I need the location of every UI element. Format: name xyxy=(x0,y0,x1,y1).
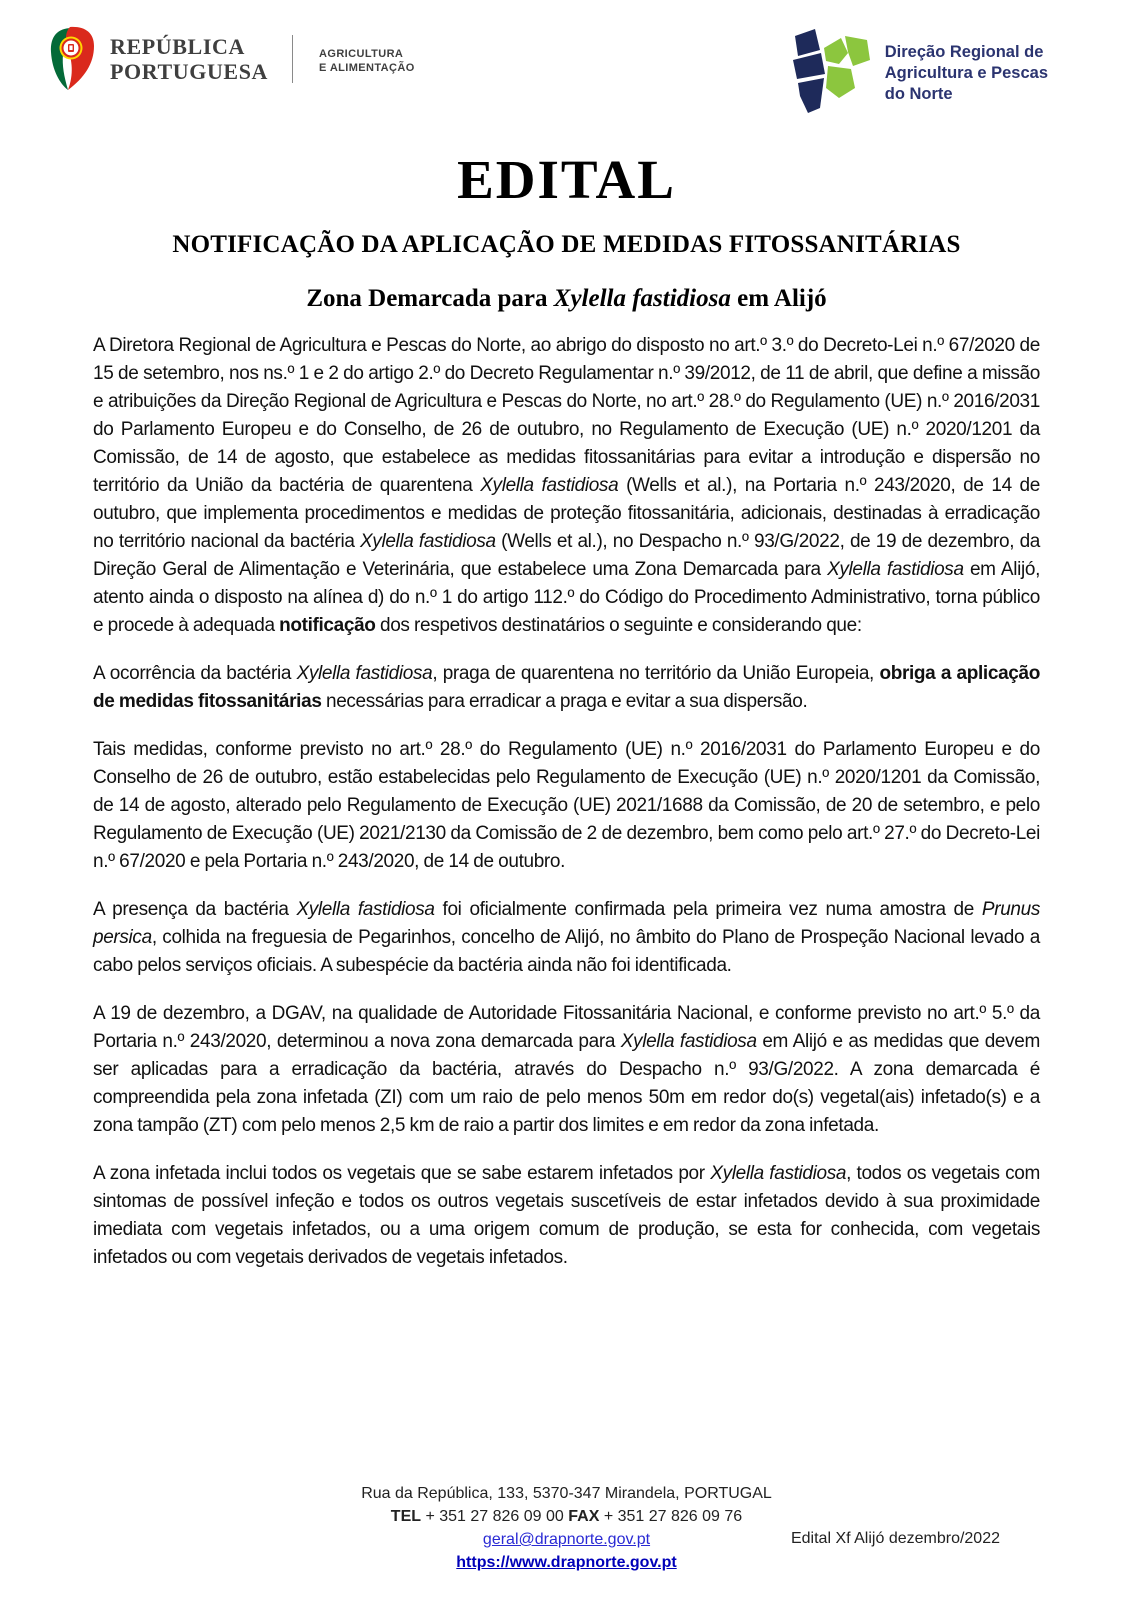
republica-portuguesa-wordmark xyxy=(110,34,268,84)
footer-phone-line xyxy=(93,1505,1040,1528)
text-run: A ocorrência da bactéria xyxy=(93,663,297,684)
text-run: Xylella fastidiosa xyxy=(296,899,435,920)
text-run: Xylella fastidiosa xyxy=(827,559,964,580)
fax-value: + 351 27 826 09 76 xyxy=(599,1508,743,1525)
text-run: Tais medidas, conforme previsto no art.º 28.º do Regulamento (UE) n.º 2016/2031 do Parlamento Europeu e do Conselho de 26 de outubro, estão estabelecidas pelo Regulamento de Execução (UE) n.º 2020/1201 da Comissão, de 14 de agosto, alterado pelo Regulamento de Execução (UE) 2021/1688 da Comissão, de 20 de setembro, e pelo Regulamento de Execução (UE) 2021/2130 da Comissão de 2 de dezembro, bem como pelo art.º 27.º do Decreto-Lei n.º 67/2020 e pela Portaria n.º 243/2020, de 14 de outubro. xyxy=(93,739,1040,872)
footer-contact-block xyxy=(93,1482,1040,1574)
drapn-name-line2: Agricultura e Pescas xyxy=(884,63,1048,82)
drapn-wordmark xyxy=(885,38,1048,105)
page-title: EDITAL xyxy=(457,149,676,210)
text-run: , colhida na freguesia de Pegarinhos, concelho de Alijó, no âmbito do Plano de Prospeção Nacional levado a cabo pelos serviços oficiais. A subespécie da bactéria ainda não foi identificada. xyxy=(93,927,1040,976)
page-subtitle: NOTIFICAÇÃO DA APLICAÇÃO DE MEDIDAS FITOSSANITÁRIAS xyxy=(172,231,961,258)
paragraph-6 xyxy=(93,1160,1040,1272)
text-run: Xylella fastidiosa xyxy=(296,663,433,684)
text-run: em Alijó xyxy=(730,285,827,312)
text-run: A presença da bactéria xyxy=(93,899,297,920)
gov-name-line1: REPÚBLICA xyxy=(110,34,245,59)
text-run: Xylella fastidiosa xyxy=(553,285,731,312)
paragraph-3 xyxy=(93,736,1040,876)
text-run: , todos os vegetais com sintomas de possível infeção e todos os outros vegetais suscetíveis de estar infetados devido à sua proximidade imediata com vegetais infetados, ou a uma origem comum de produção, se esta for conhecida, com vegetais infetados ou com vegetais derivados de vegetais infetados. xyxy=(93,1163,1040,1268)
ministry-line2: E ALIMENTAÇÃO xyxy=(319,61,415,74)
paragraph-4 xyxy=(93,896,1040,980)
text-run: Prunus persica xyxy=(93,899,1040,948)
tel-value: + 351 27 826 09 00 xyxy=(421,1508,569,1525)
text-run: Xylella fastidiosa xyxy=(359,531,496,552)
gov-name-line2: PORTUGUESA xyxy=(110,59,269,84)
ministry-label xyxy=(319,44,415,75)
text-run: em Alijó, atento ainda o disposto na alínea d) do n.º 1 do artigo 112.º do Código do Procedimento Administrativo, torna público e procede à adequada xyxy=(93,559,1040,636)
text-run: necessárias para erradicar a praga e evitar a sua dispersão. xyxy=(321,691,808,712)
text-run: Zona Demarcada para xyxy=(306,285,554,312)
paragraph-5 xyxy=(93,1000,1040,1140)
title-block xyxy=(93,148,1040,313)
ministry-line1: AGRICULTURA xyxy=(319,47,404,60)
drapn-name-line1: Direção Regional de xyxy=(884,42,1044,61)
paragraph-1 xyxy=(93,332,1040,640)
footer-address: Rua da República, 133, 5370-347 Mirandela, PORTUGAL xyxy=(361,1485,772,1502)
republica-portuguesa-logo xyxy=(48,26,415,92)
text-run: Xylella fastidiosa xyxy=(710,1163,847,1184)
drapn-name-line3: do Norte xyxy=(884,84,953,103)
text-run: Xylella fastidiosa xyxy=(620,1031,757,1052)
portugal-flag-icon xyxy=(48,26,96,92)
logo-divider xyxy=(292,35,293,83)
text-run: , praga de quarentena no território da União Europeia, xyxy=(432,663,880,684)
text-run: A 19 de dezembro, a DGAV, na qualidade de Autoridade Fitossanitária Nacional, e conforme previsto no art.º 5.º da Portaria n.º 243/2020, determinou a nova zona demarcada para xyxy=(93,1003,1040,1052)
tel-label: TEL xyxy=(390,1508,422,1525)
footer-website-line xyxy=(93,1551,1040,1574)
text-run: Xylella fastidiosa xyxy=(480,475,619,496)
website-link[interactable]: https://www.drapnorte.gov.pt xyxy=(456,1554,677,1571)
page-subheading xyxy=(93,285,1040,313)
document-body xyxy=(93,332,1040,1292)
text-run: A zona infetada inclui todos os vegetais que se sabe estarem infetados por xyxy=(93,1163,711,1184)
document-reference: Edital Xf Alijó dezembro/2022 xyxy=(790,1530,1000,1547)
paragraph-2 xyxy=(93,660,1040,716)
text-run: notificação xyxy=(279,615,376,636)
text-run: dos respetivos destinatários o seguinte e considerando que: xyxy=(375,615,862,636)
drapn-logo xyxy=(771,26,1048,116)
text-run: foi oficialmente confirmada pela primeira vez numa amostra de xyxy=(434,899,982,920)
fax-label: FAX xyxy=(568,1508,600,1525)
text-run: A Diretora Regional de Agricultura e Pescas do Norte, ao abrigo do disposto no art.º 3.º do Decreto-Lei n.º 67/2020 de 15 de setembro, nos ns.º 1 e 2 do artigo 2.º do Decreto Regulamentar n.º 39/2012, de 11 de abril, que define a missão e atribuições da Direção Regional de Agricultura e Pescas do Norte, no art.º 28.º do Regulamento (UE) n.º 2016/2031 do Parlamento Europeu e do Conselho, de 26 de outubro, no Regulamento de Execução (UE) n.º 2020/1201 da Comissão, de 14 de agosto, que estabelece as medidas fitossanitárias para evitar a introdução e dispersão no território da União da bactéria de quarentena xyxy=(93,335,1040,496)
text-run: (Wells et al.), no Despacho n.º 93/G/2022, de 19 de dezembro, da Direção Geral de Alimentação e Veterinária, que estabelece uma Zona Demarcada para xyxy=(93,531,1041,580)
text-run: em Alijó e as medidas que devem ser aplicadas para a erradicação da bactéria, através do Despacho n.º 93/G/2022. A zona demarcada é compreendida pela zona infetada (ZI) com um raio de pelo menos 50m em redor do(s) vegetal(ais) infetado(s) e a zona tampão (ZT) com pelo menos 2,5 km de raio a partir dos limites e em redor da zona infetada. xyxy=(93,1031,1040,1136)
page-header xyxy=(48,26,1084,116)
drapn-map-icon xyxy=(771,26,873,116)
email-link[interactable]: geral@drapnorte.gov.pt xyxy=(482,1531,651,1548)
text-run: (Wells et al.), na Portaria n.º 243/2020, de 14 de outubro, que implementa procedimentos e medidas de proteção fitossanitária, adicionais, destinadas à erradicação no território nacional da bactéria xyxy=(93,475,1040,552)
text-run: obriga a aplicação de medidas fitossanitárias xyxy=(93,663,1040,712)
